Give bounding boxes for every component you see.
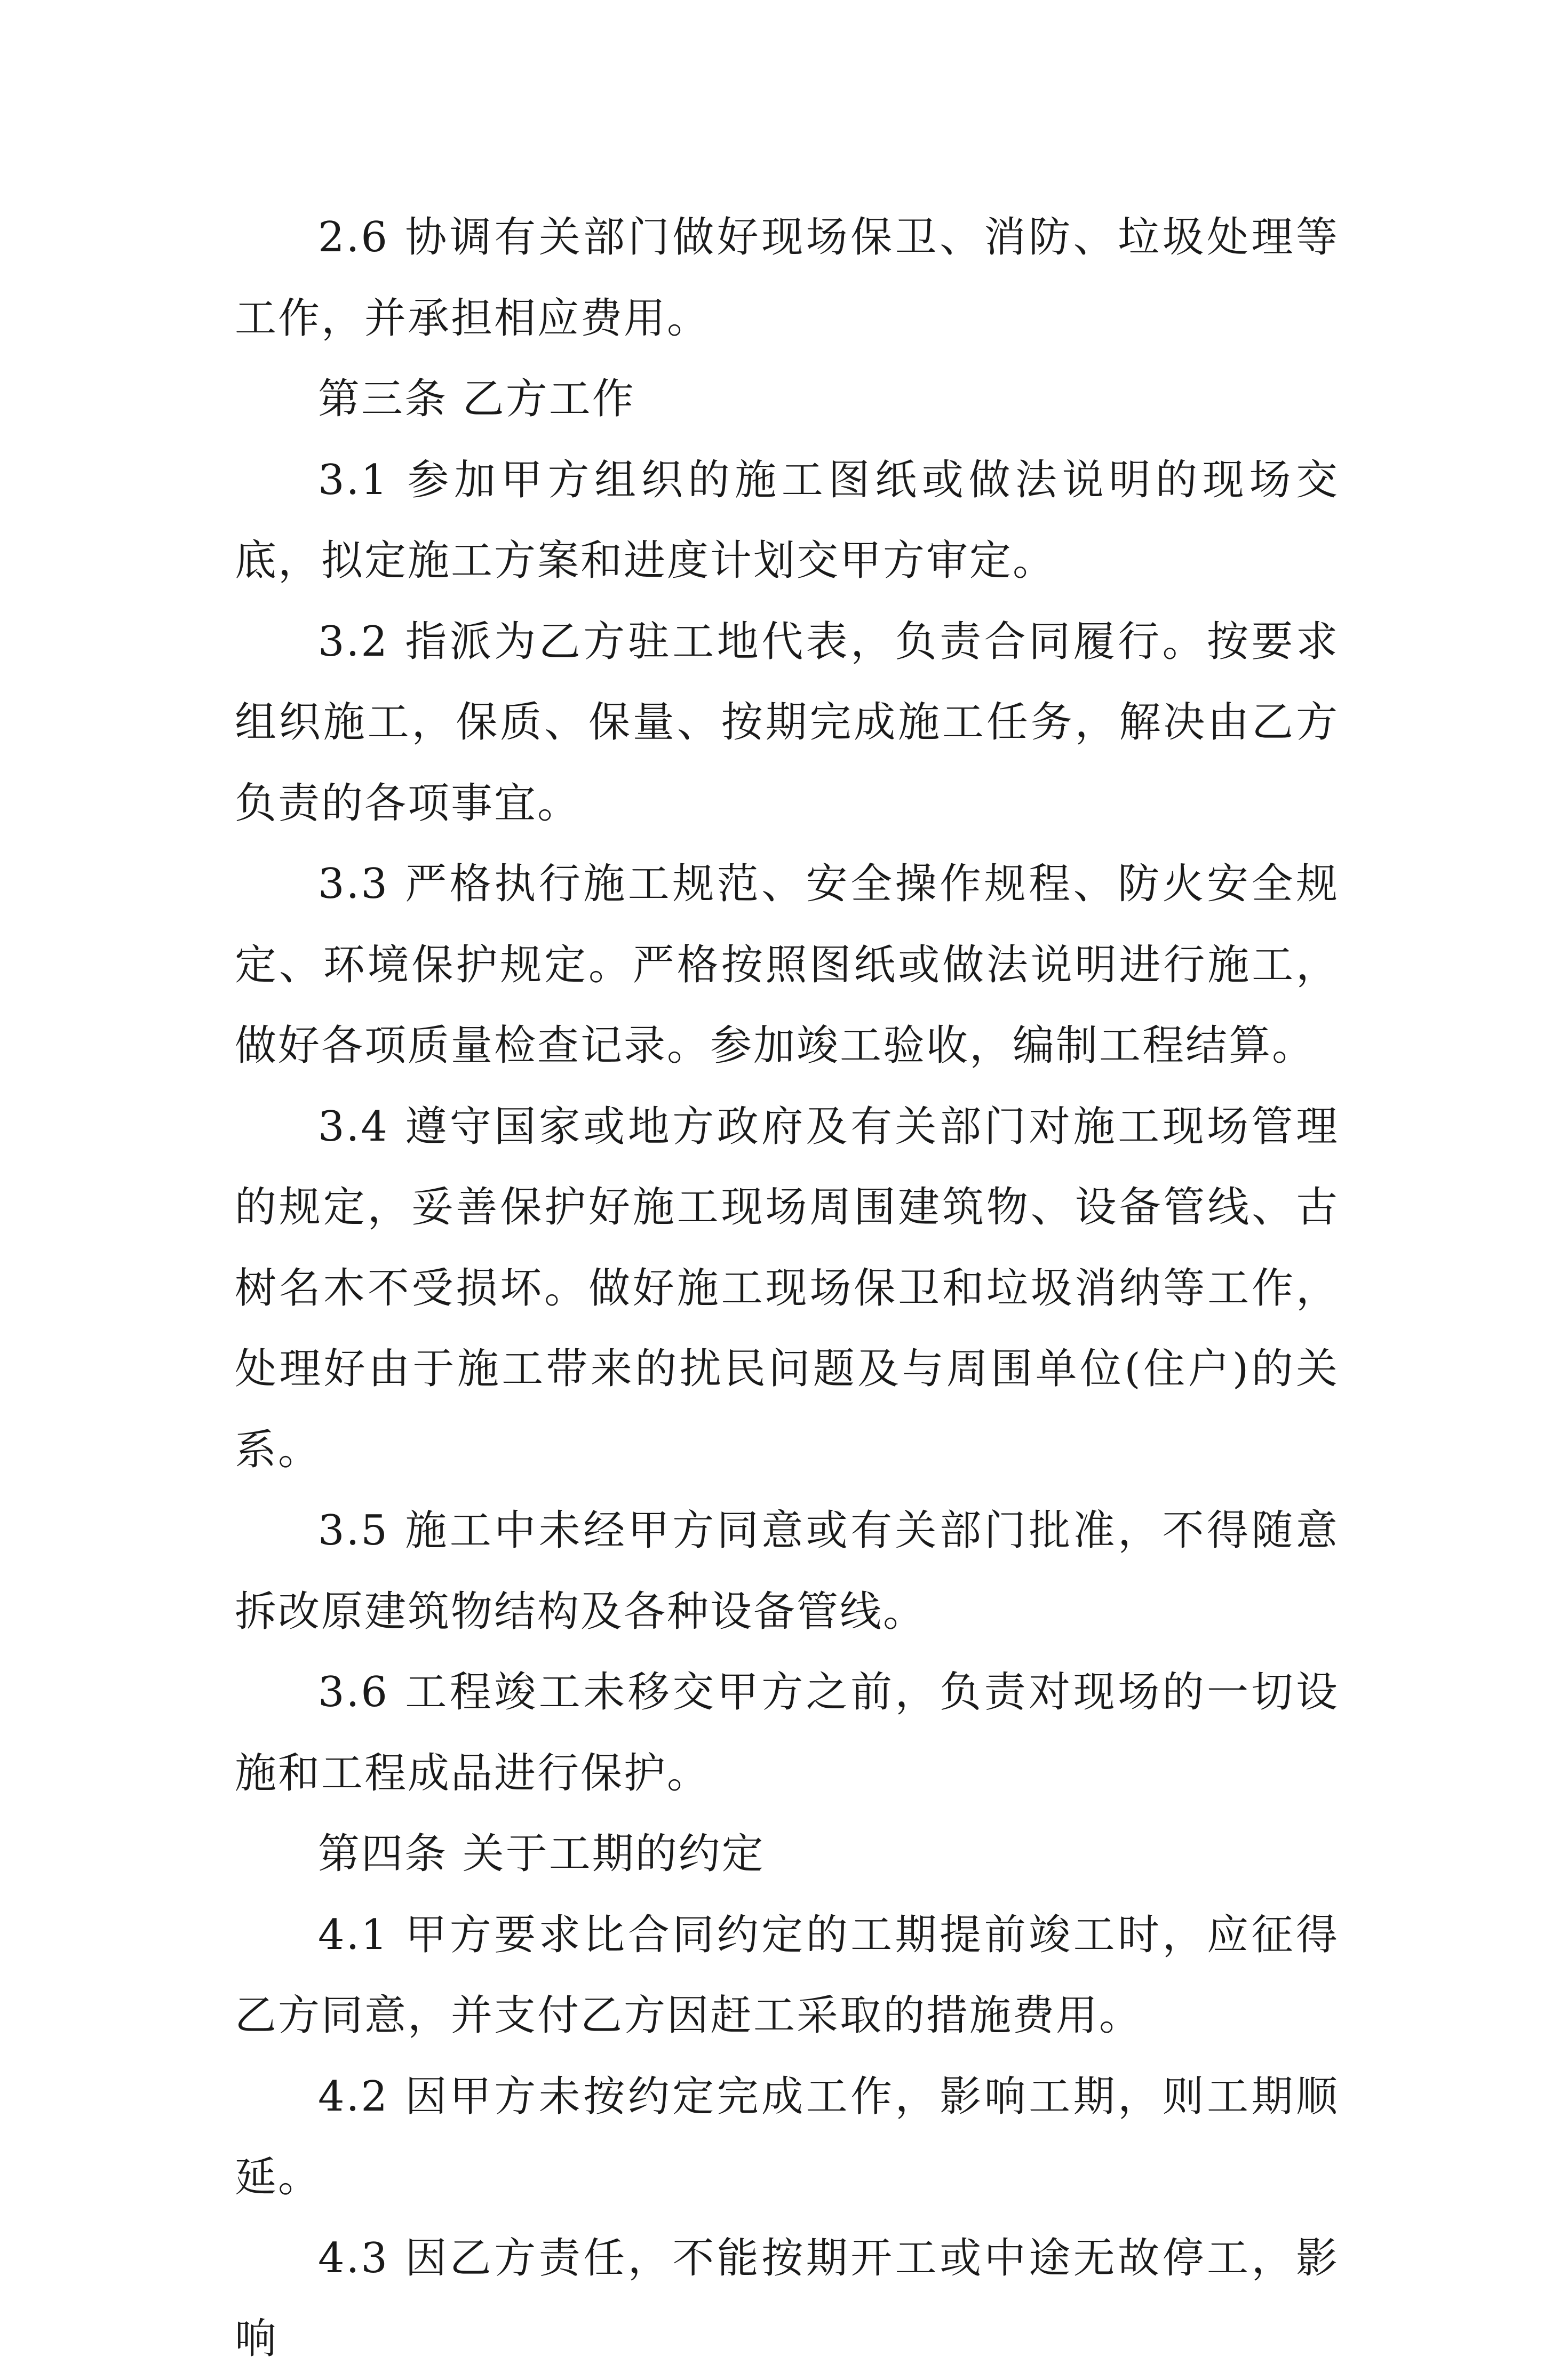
clause-4-1: 4.1 甲方要求比合同约定的工期提前竣工时，应征得乙方同意，并支付乙方因赶工采取的措施费用。 [235,1911,1339,2040]
clause-3-1: 3.1 参加甲方组织的施工图纸或做法说明的现场交底，拟定施工方案和进度计划交甲方审定。 [235,456,1339,585]
article-3-heading: 第三条 乙方工作 [318,375,635,423]
clause-3-3: 3.3 严格执行施工规范、安全操作规程、防火安全规定、环境保护规定。严格按照图纸或做法说明进行施工，做好各项质量检查记录。参加竣工验收，编制工程结算。 [235,860,1339,1070]
clause-3-2: 3.2 指派为乙方驻工地代表，负责合同履行。按要求组织施工，保质、保量、按期完成施工任务，解决由乙方负责的各项事宜。 [235,617,1339,827]
article-4-heading: 第四条 关于工期的约定 [318,1830,765,1878]
clause-3-5: 3.5 施工中未经甲方同意或有关部门批准，不得随意拆改原建筑物结构及各种设备管线。 [235,1507,1339,1636]
clause-3-4: 3.4 遵守国家或地方政府及有关部门对施工现场管理的规定，妥善保护好施工现场周围建筑物、设备管线、古树名木不受损坏。做好施工现场保卫和垃圾消纳等工作，处理好由于施工带来的扰民问题及与周围单位(住户)的关系。 [235,1102,1339,1474]
clause-4-2: 4.2 因甲方未按约定完成工作，影响工期，则工期顺延。 [235,2072,1339,2201]
clause-3-6: 3.6 工程竣工未移交甲方之前，负责对现场的一切设施和工程成品进行保护。 [235,1668,1339,1797]
document-body [235,197,1339,2380]
clause-2-6: 2.6 协调有关部门做好现场保卫、消防、垃圾处理等工作，并承担相应费用。 [235,213,1339,343]
clause-4-3: 4.3 因乙方责任，不能按期开工或中途无故停工，影响 [235,2234,1339,2363]
